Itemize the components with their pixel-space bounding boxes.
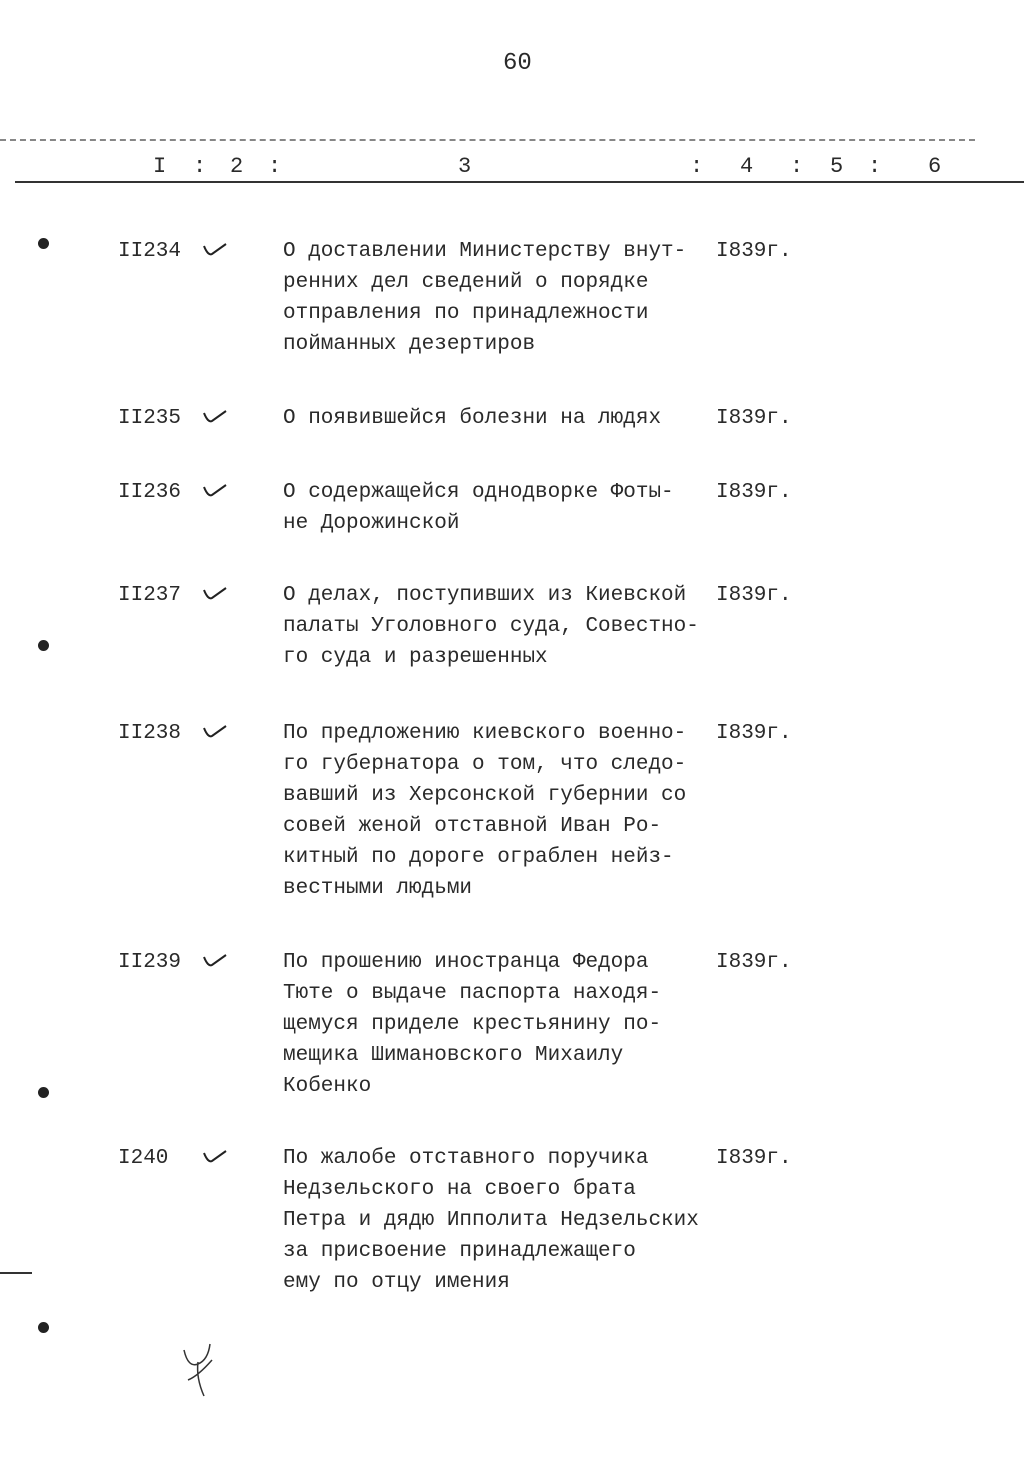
entry-description: [283, 1143, 699, 1298]
header-col-2: 2: [230, 154, 244, 179]
header-sep: :: [268, 154, 282, 179]
entry-description: [283, 947, 661, 1102]
entry-description: [283, 403, 661, 434]
entry-year: I839г.: [716, 1147, 792, 1170]
entry-description-line: китный по дороге ограблен нейз-: [283, 846, 674, 869]
entry-number: II239: [118, 951, 182, 974]
punch-hole-mark: [38, 640, 49, 651]
header-col-5: 5: [830, 154, 844, 179]
punch-hole-mark: [38, 1322, 49, 1333]
entry-description-line: По предложению киевского военно-: [283, 722, 687, 745]
handwritten-mark-icon: [178, 1340, 228, 1400]
entry-year: I839г.: [716, 722, 792, 745]
entry-description-line: О доставлении Министерству внут-: [283, 240, 687, 263]
entry-description-line: палаты Уголовного суда, Совестно-: [283, 615, 699, 638]
header-sep: :: [790, 154, 804, 179]
header-sep: :: [193, 154, 207, 179]
entry-year: I839г.: [716, 951, 792, 974]
punch-hole-mark: [38, 238, 49, 249]
checkmark-icon: [200, 405, 230, 425]
header-col-6: 6: [928, 154, 942, 179]
entry-description-line: О появившейся болезни на людях: [283, 407, 662, 430]
checkmark-icon: [200, 479, 230, 499]
entry-description-line: за присвоение принадлежащего: [283, 1240, 636, 1263]
checkmark-icon: [200, 949, 230, 969]
entry-description-line: Тюте о выдаче паспорта находя-: [283, 982, 662, 1005]
entry-description-line: отправления по принадлежности: [283, 302, 649, 325]
entry-description-line: пойманных дезертиров: [283, 333, 536, 356]
entry-year: I839г.: [716, 240, 792, 263]
header-sep: :: [690, 154, 704, 179]
entry-description-line: вавший из Херсонской губернии со: [283, 784, 687, 807]
header-col-3: 3: [458, 154, 472, 179]
page-number: 60: [503, 50, 532, 77]
header-top-rule: [0, 139, 975, 141]
header-col-4: 4: [740, 154, 754, 179]
checkmark-icon: [200, 720, 230, 740]
checkmark-icon: [200, 238, 230, 258]
entry-description-line: Петра и дядю Ипполита Недзельских: [283, 1209, 699, 1232]
entry-description-line: Кобенко: [283, 1075, 372, 1098]
entry-number: I240: [118, 1147, 169, 1170]
entry-description-line: По жалобе отставного поручика: [283, 1147, 649, 1170]
entry-number: II234: [118, 240, 182, 263]
entry-description-line: О делах, поступивших из Киевской: [283, 584, 687, 607]
entry-number: II235: [118, 407, 182, 430]
entry-description-line: щемуся приделе крестьянину по-: [283, 1013, 662, 1036]
entry-description-line: не Дорожинской: [283, 512, 460, 535]
header-bottom-rule: [15, 181, 1024, 183]
checkmark-icon: [200, 582, 230, 602]
entry-description-line: О содержащейся однодворке Фоты-: [283, 481, 674, 504]
entry-description: [283, 477, 674, 539]
entry-description-line: Недзельского на своего брата: [283, 1178, 636, 1201]
entry-description-line: го губернатора о том, что следо-: [283, 753, 687, 776]
entry-description-line: вестными людьми: [283, 877, 473, 900]
entry-year: I839г.: [716, 584, 792, 607]
entry-description-line: ему по отцу имения: [283, 1271, 510, 1294]
punch-hole-mark: [38, 1087, 49, 1098]
header-col-1: I: [153, 154, 167, 179]
entry-description-line: ренних дел сведений о порядке: [283, 271, 649, 294]
entry-year: I839г.: [716, 407, 792, 430]
entry-description: [283, 580, 699, 673]
entry-description: [283, 236, 686, 360]
entry-description-line: совей женой отставной Иван Ро-: [283, 815, 662, 838]
header-sep: :: [868, 154, 882, 179]
entry-year: I839г.: [716, 481, 792, 504]
entry-description-line: мещика Шимановского Михаилу: [283, 1044, 624, 1067]
entry-description-line: По прошению иностранца Федора: [283, 951, 649, 974]
entry-number: II236: [118, 481, 182, 504]
entry-description-line: го суда и разрешенных: [283, 646, 548, 669]
entry-description: [283, 718, 686, 904]
checkmark-icon: [200, 1145, 230, 1165]
entry-number: II238: [118, 722, 182, 745]
entry-number: II237: [118, 584, 182, 607]
margin-mark: [0, 1272, 32, 1274]
